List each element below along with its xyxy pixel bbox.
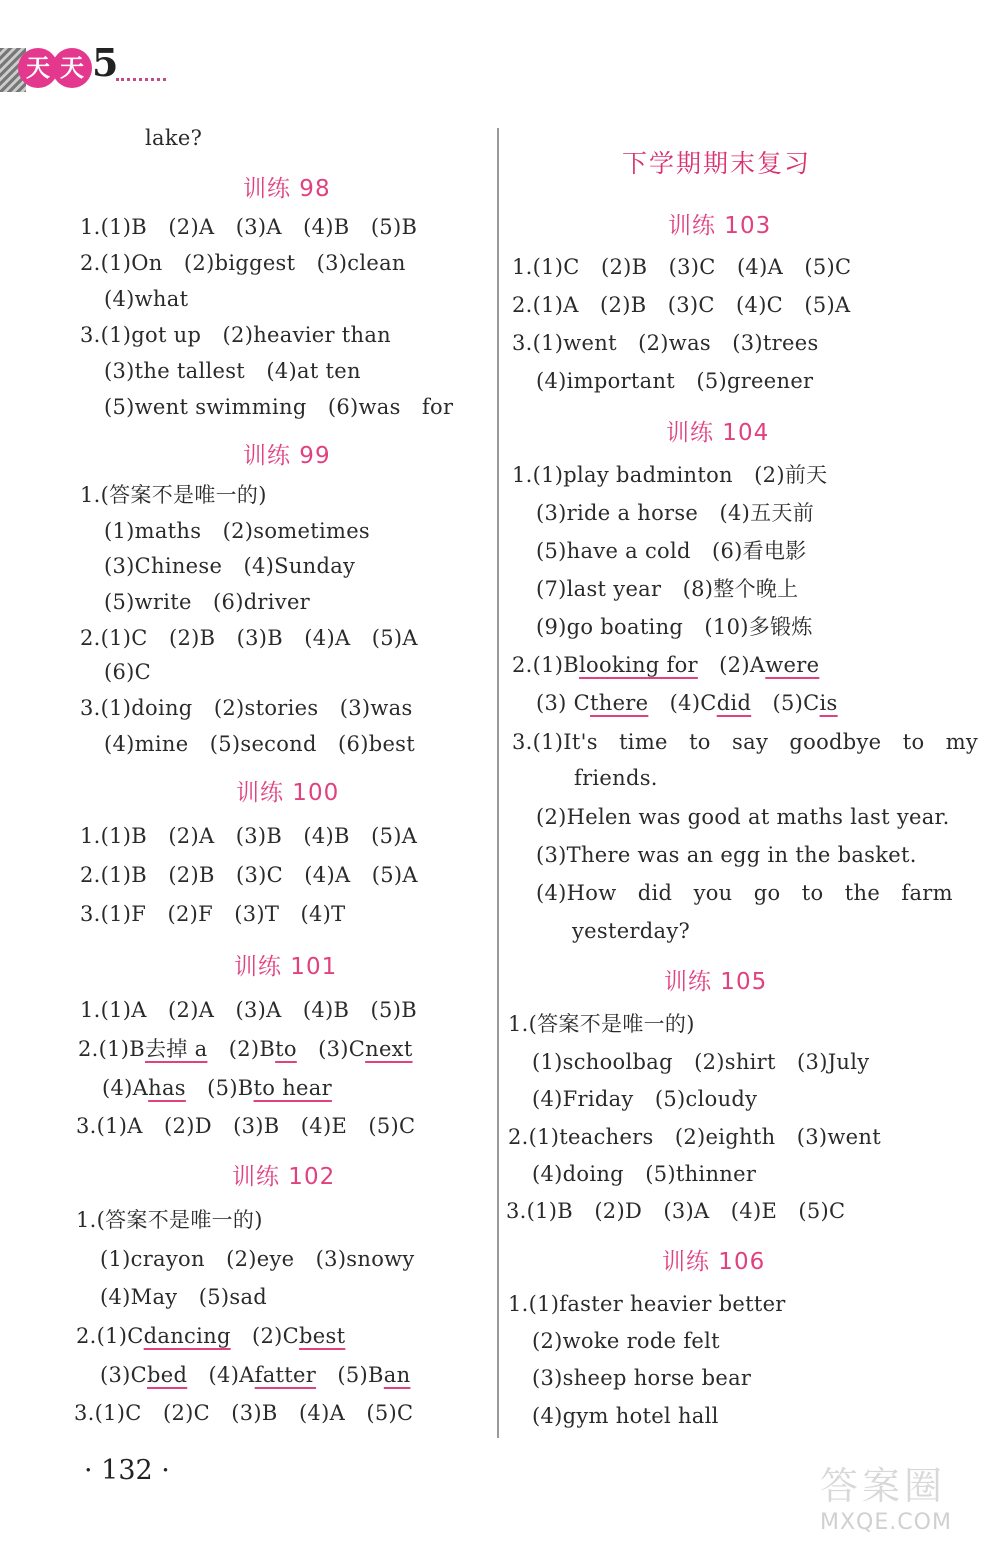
answer-text: (3)C: [296, 1037, 366, 1061]
answer-line: 3.(1)It's time to say goodbye to my: [512, 730, 979, 754]
answer-line: 3.(1)B (2)D (3)A (4)E (5)C: [506, 1199, 846, 1223]
answer-line: (3)ride a horse (4)五天前: [536, 501, 814, 525]
answer-line: (1)crayon (2)eye (3)snowy: [100, 1247, 415, 1271]
answer-line: [536, 688, 838, 718]
answer-line: 1.(答案不是唯一的): [80, 483, 267, 507]
underlined-answer: were: [765, 653, 820, 677]
answer-line: 3.(1)went (2)was (3)trees: [512, 331, 819, 355]
answer-text: (3)C: [100, 1363, 148, 1387]
answer-line: lake?: [145, 126, 203, 150]
answer-line: (9)go boating (10)多锻炼: [536, 615, 813, 639]
answer-line: (2)woke rode felt: [532, 1329, 720, 1353]
answer-text: 2.(1)B: [512, 653, 580, 677]
answer-text: 2.(1)B: [78, 1037, 146, 1061]
answer-text: (2)A: [697, 653, 766, 677]
underlined-answer: did: [716, 691, 752, 715]
answer-line: (4)Friday (5)cloudy: [532, 1087, 758, 1111]
answer-text: (4)C: [648, 691, 717, 715]
answer-line: (3)Chinese (4)Sunday: [104, 554, 356, 578]
answer-line: (4)important (5)greener: [536, 369, 814, 393]
answer-line: (1)maths (2)sometimes: [104, 519, 371, 543]
underlined-answer: there: [590, 691, 649, 715]
answer-line: (4)How did you go to the farm: [536, 881, 953, 905]
answer-line: (1)schoolbag (2)shirt (3)July: [532, 1050, 870, 1074]
underlined-answer: 去掉 a: [145, 1037, 208, 1061]
exercise-heading-98: 训练 98: [243, 176, 331, 202]
underlined-answer: fatter: [254, 1363, 317, 1387]
underlined-answer: next: [365, 1037, 413, 1061]
column-divider: [497, 128, 499, 1438]
answer-text: (5)B: [185, 1076, 254, 1100]
answer-line: 3.(1)got up (2)heavier than: [80, 323, 391, 347]
exercise-heading-100: 训练 100: [236, 780, 340, 806]
answer-line: (6)C: [104, 660, 152, 684]
answer-line: 1.(答案不是唯一的): [76, 1208, 263, 1232]
answer-line: (5)went swimming (6)was for: [104, 395, 454, 419]
answer-line: 1.(1)play badminton (2)前天: [512, 463, 828, 487]
exercise-heading-101: 训练 101: [234, 954, 338, 980]
answer-line: 1.(答案不是唯一的): [508, 1012, 695, 1036]
underlined-answer: to hear: [253, 1076, 332, 1100]
answer-line: 3.(1)F (2)F (3)T (4)T: [80, 902, 346, 926]
answer-line: (7)last year (8)整个晚上: [536, 577, 799, 601]
answer-line: [76, 1321, 345, 1351]
underlined-answer: looking for: [579, 653, 698, 677]
answer-line: 1.(1)B (2)A (3)B (4)B (5)A: [80, 824, 418, 848]
answer-line: (5)write (6)driver: [104, 590, 311, 614]
answer-line: 1.(1)A (2)A (3)A (4)B (5)B: [80, 998, 417, 1022]
exercise-heading-106: 训练 106: [662, 1249, 766, 1275]
answer-line: (4)what: [104, 287, 189, 311]
answer-line: 3.(1)C (2)C (3)B (4)A (5)C: [74, 1401, 414, 1425]
exercise-heading-102: 训练 102: [232, 1164, 336, 1190]
answer-text: (4)A: [102, 1076, 149, 1100]
answer-line: (4)mine (5)second (6)best: [104, 732, 415, 756]
answer-line: 3.(1)A (2)D (3)B (4)E (5)C: [76, 1114, 416, 1138]
page-number: · 132 ·: [84, 1455, 170, 1486]
series-logo: [0, 40, 175, 100]
answer-line: (3)the tallest (4)at ten: [104, 359, 361, 383]
answer-line: [100, 1360, 410, 1390]
answer-line: 1.(1)C (2)B (3)C (4)A (5)C: [512, 255, 852, 279]
answer-line: 2.(1)On (2)biggest (3)clean: [80, 251, 406, 275]
answer-line: (4)May (5)sad: [100, 1285, 268, 1309]
watermark: [820, 1455, 990, 1535]
answer-line: (5)have a cold (6)看电影: [536, 539, 807, 563]
answer-line: (2)Helen was good at maths last year.: [536, 805, 950, 829]
underlined-answer: dancing: [143, 1324, 231, 1348]
answer-line: [102, 1073, 332, 1103]
logo-tail: [116, 62, 166, 81]
answer-line: friends.: [574, 766, 658, 790]
answer-line: 1.(1)faster heavier better: [508, 1292, 786, 1316]
underlined-answer: an: [383, 1363, 411, 1387]
answer-line: 2.(1)C (2)B (3)B (4)A (5)A: [80, 626, 418, 650]
underlined-answer: has: [148, 1076, 186, 1100]
underlined-answer: bed: [147, 1363, 188, 1387]
answer-line: yesterday?: [572, 919, 691, 943]
answer-text: 2.(1)C: [76, 1324, 144, 1348]
exercise-heading-99: 训练 99: [243, 443, 331, 469]
answer-line: 2.(1)A (2)B (3)C (4)C (5)A: [512, 293, 851, 317]
answer-line: 1.(1)B (2)A (3)A (4)B (5)B: [80, 215, 418, 239]
logo-badge-2: 天: [52, 48, 92, 88]
answer-text: (4)A: [187, 1363, 255, 1387]
answer-line: [512, 650, 819, 680]
exercise-heading-103: 训练 103: [668, 213, 772, 239]
answer-line: (4)doing (5)thinner: [532, 1162, 757, 1186]
answer-line: (4)gym hotel hall: [532, 1404, 719, 1428]
answer-text: (2)B: [207, 1037, 276, 1061]
underlined-answer: best: [299, 1324, 346, 1348]
answer-text: (5)C: [751, 691, 820, 715]
underlined-answer: to: [275, 1037, 297, 1061]
answer-line: (3)There was an egg in the basket.: [536, 843, 917, 867]
answer-line: 2.(1)B (2)B (3)C (4)A (5)A: [80, 863, 418, 887]
answer-line: (3)sheep horse bear: [532, 1366, 752, 1390]
answer-text: (2)C: [230, 1324, 300, 1348]
watermark-url: MXQE.COM: [820, 1510, 952, 1535]
exercise-heading-105: 训练 105: [664, 969, 768, 995]
logo-five: 5: [92, 40, 119, 85]
answer-line: [78, 1034, 413, 1064]
answer-text: (5)B: [316, 1363, 384, 1387]
logo-badge-1: 天: [18, 48, 58, 88]
underlined-answer: is: [819, 691, 838, 715]
answer-line: 3.(1)doing (2)stories (3)was: [80, 696, 413, 720]
answer-text: (3) C: [536, 691, 590, 715]
answer-line: 2.(1)teachers (2)eighth (3)went: [508, 1125, 881, 1149]
watermark-seal: 答案圈: [820, 1464, 947, 1508]
section-title: 下学期期末复习: [622, 149, 812, 178]
exercise-heading-104: 训练 104: [666, 420, 770, 446]
